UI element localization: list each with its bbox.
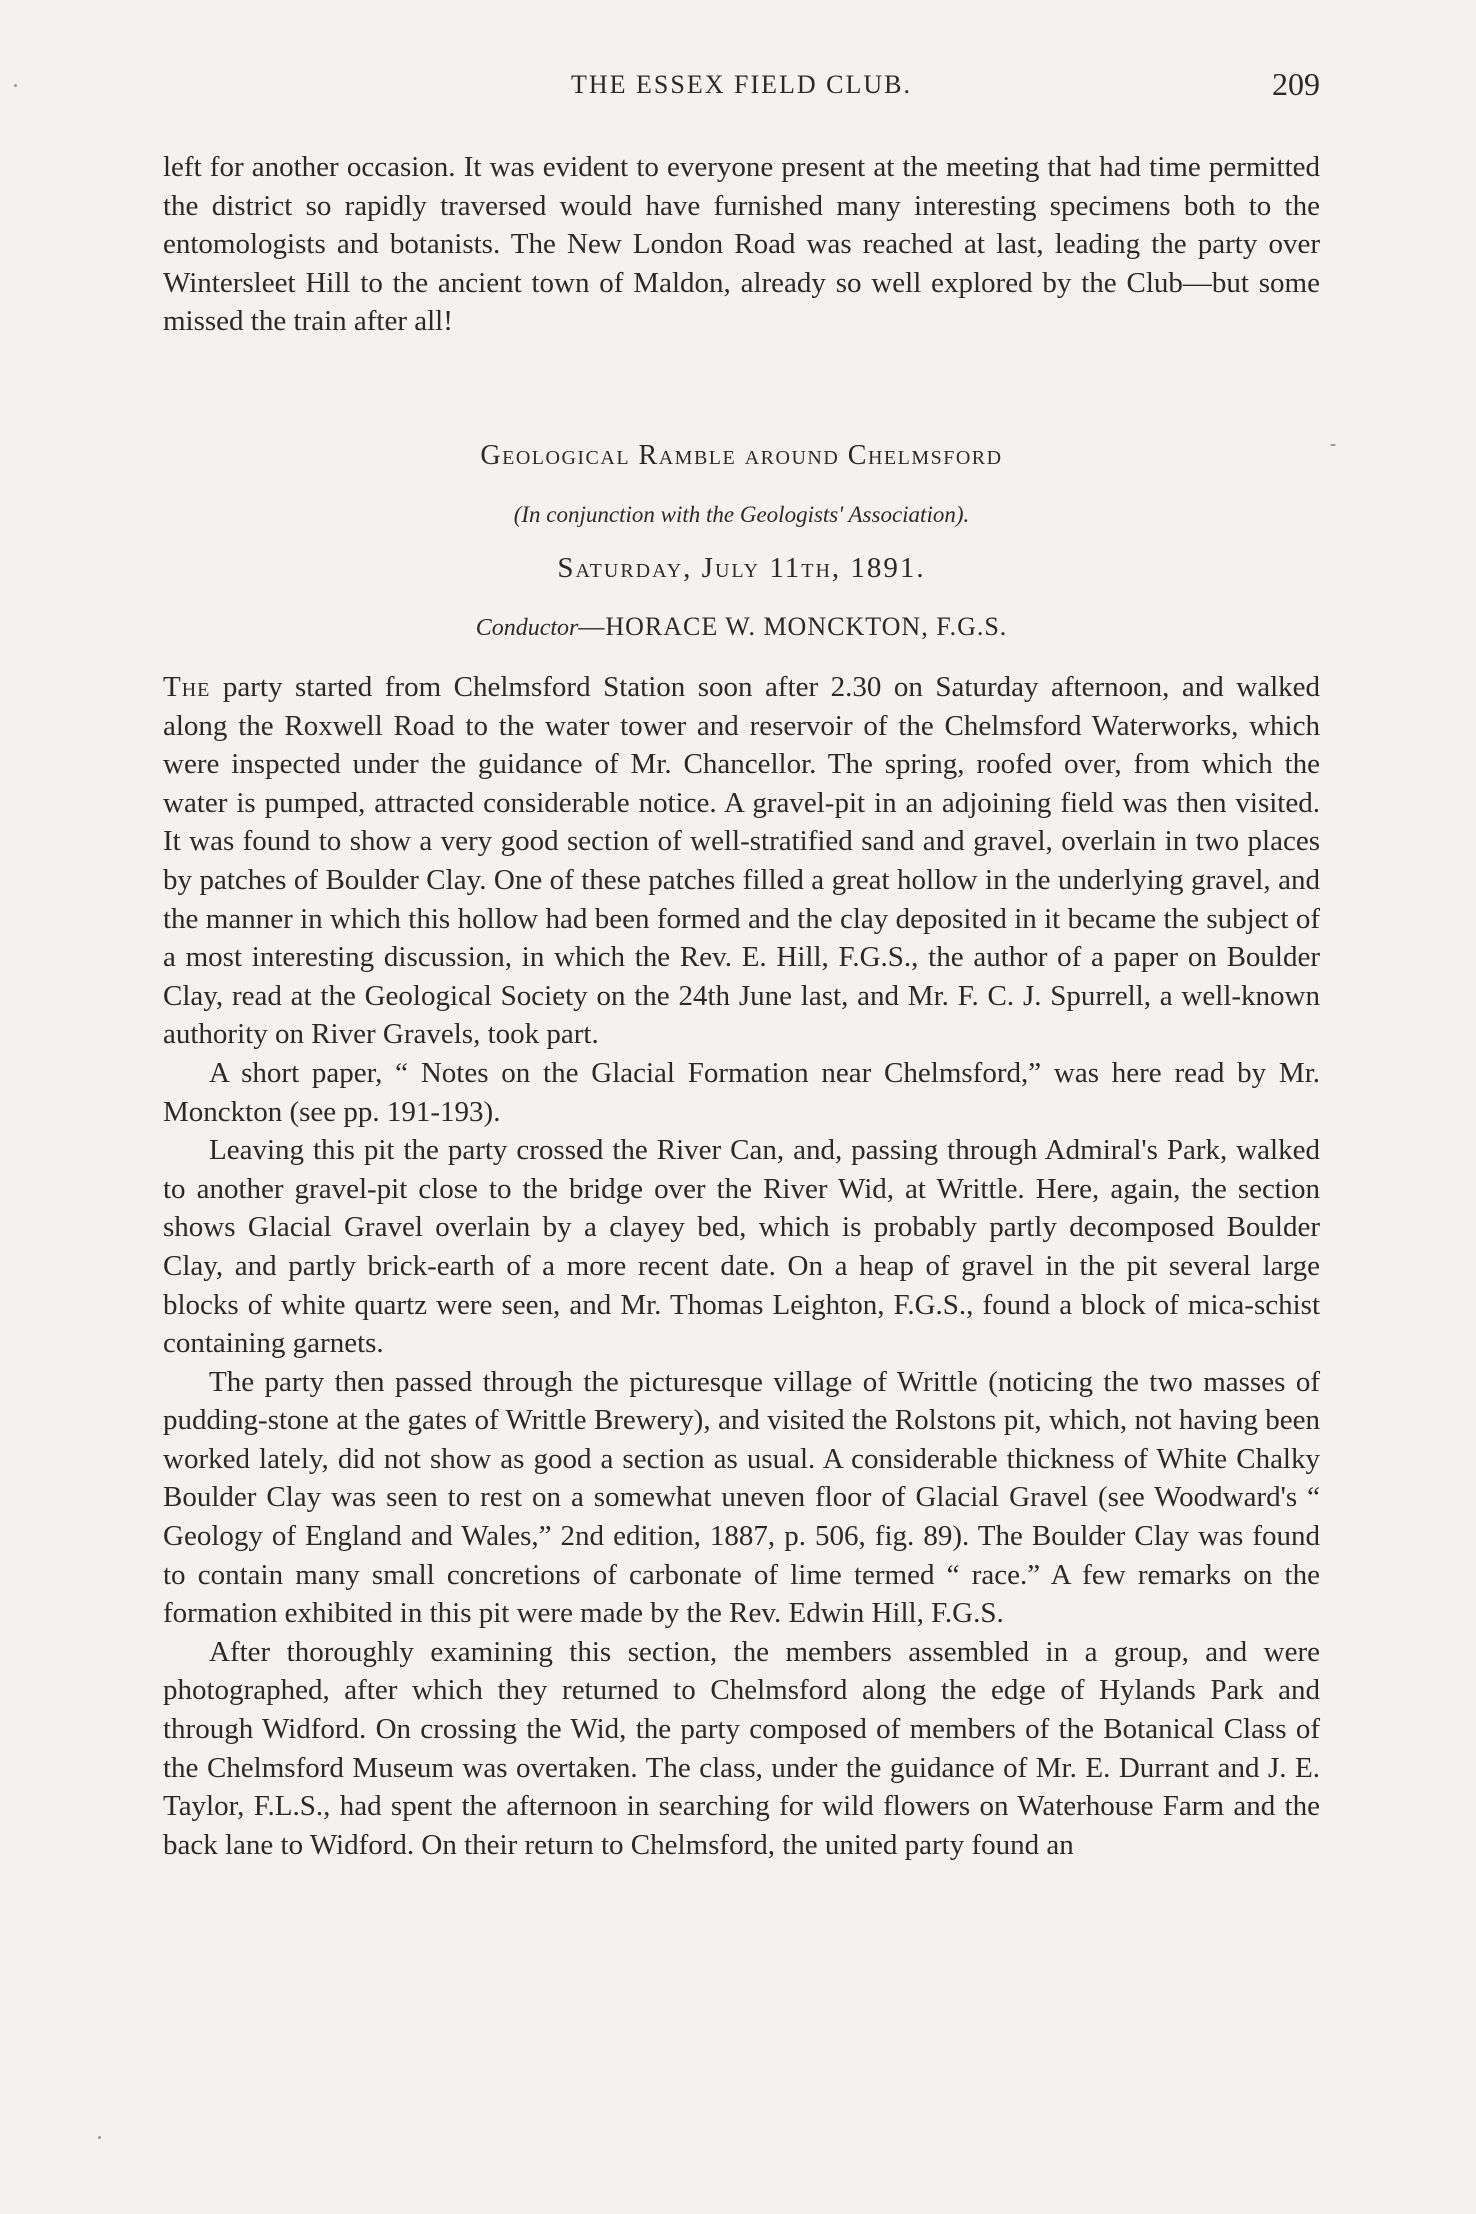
running-head-title: THE ESSEX FIELD CLUB.	[571, 70, 912, 99]
paper-speck	[98, 2136, 101, 2139]
section-subtitle: (In conjunction with the Geologists' Association).	[513, 502, 970, 527]
body-text	[163, 668, 1320, 1864]
section-date: Saturday, July 11th, 1891.	[557, 552, 926, 584]
intro-paragraph: left for another occasion. It was evident to everyone present at the meeting that had time permitted the district so rapidly traversed would have furnished many interesting specimens both to the entomologists and botanists. The New London Road was reached at last, leading the party over Wintersleet Hill to the ancient town of Maldon, already so well explored by the Club—but some missed the train after all!	[163, 151, 1320, 338]
body-paragraph-1-text: party started from Chelmsford Station soon after 2.30 on Saturday afternoon, and walked along the Roxwell Road to the water tower and reservoir of the Chelmsford Waterworks, which were inspected under the guidance of Mr. Chancellor. The spring, roofed over, from which the water is pumped, attracted considerable notice. A gravel-pit in an adjoining field was then visited. It was found to show a very good section of well-stratified sand and gravel, overlain in two places by patches of Boulder Clay. One of these patches filled a great hollow in the underlying gravel, and the manner in which this hollow had been formed and the clay deposited in it became the subject of a most interesting discussion, in which the Rev. E. Hill, F.G.S., the author of a paper on Boulder Clay, read at the Geological Society on the 24th June last, and Mr. F. C. J. Spurrell, a well-known authority on River Gravels, took part.	[163, 671, 1320, 1051]
intro-paragraph-block	[163, 148, 1320, 341]
paragraph-lead-word: The	[163, 671, 211, 703]
body-paragraph-1	[163, 668, 1320, 1054]
paper-speck	[14, 84, 17, 87]
body-paragraph-5: After thoroughly examining this section, the members assembled in a group, and were photographed, after which they returned to Chelmsford along the edge of Hylands Park and through Widford. On crossing the Wid, the party composed of members of the Botanical Class of the Chelmsford Museum was overtaken. The class, under the guidance of Mr. E. Durrant and J. E. Taylor, F.L.S., had spent the afternoon in searching for wild flowers on Waterhouse Farm and the back lane to Widford. On their return to Chelmsford, the united party found an	[163, 1635, 1320, 1861]
conductor-name: —HORACE W. MONCKTON, F.G.S.	[578, 612, 1008, 641]
body-paragraph-3: Leaving this pit the party crossed the River Can, and, passing through Admiral's Park, walked to another gravel-pit close to the bridge over the River Wid, at Writtle. Here, again, the section shows Glacial Gravel overlain by a clayey bed, which is probably partly decomposed Boulder Clay, and partly brick-earth of a more recent date. On a heap of gravel in the pit several large blocks of white quartz were seen, and Mr. Thomas Leighton, F.G.S., found a block of mica-schist containing garnets.	[163, 1134, 1320, 1360]
conductor-line	[163, 612, 1320, 642]
paper-speck	[1330, 444, 1336, 446]
body-paragraph-2: A short paper, “ Notes on the Glacial Formation near Chelmsford,” was here read by Mr. Monckton (see pp. 191-193).	[163, 1056, 1320, 1128]
page-number: 209	[1272, 66, 1320, 102]
body-paragraph-4: The party then passed through the picturesque village of Writtle (noticing the two masses of pudding-stone at the gates of Writtle Brewery), and visited the Rolstons pit, which, not having been worked lately, did not show as good a section as usual. A considerable thickness of White Chalky Boulder Clay was seen to rest on a somewhat uneven floor of Glacial Gravel (see Woodward's “ Geology of England and Wales,” 2nd edition, 1887, p. 506, fig. 89). The Boulder Clay was found to contain many small concretions of carbonate of lime termed “ race.” A few remarks on the formation exhibited in this pit were made by the Rev. Edwin Hill, F.G.S.	[163, 1365, 1320, 1630]
conductor-label: Conductor	[475, 615, 579, 641]
running-head	[163, 66, 1320, 110]
section-title: Geological Ramble around Chelmsford	[480, 440, 1003, 471]
